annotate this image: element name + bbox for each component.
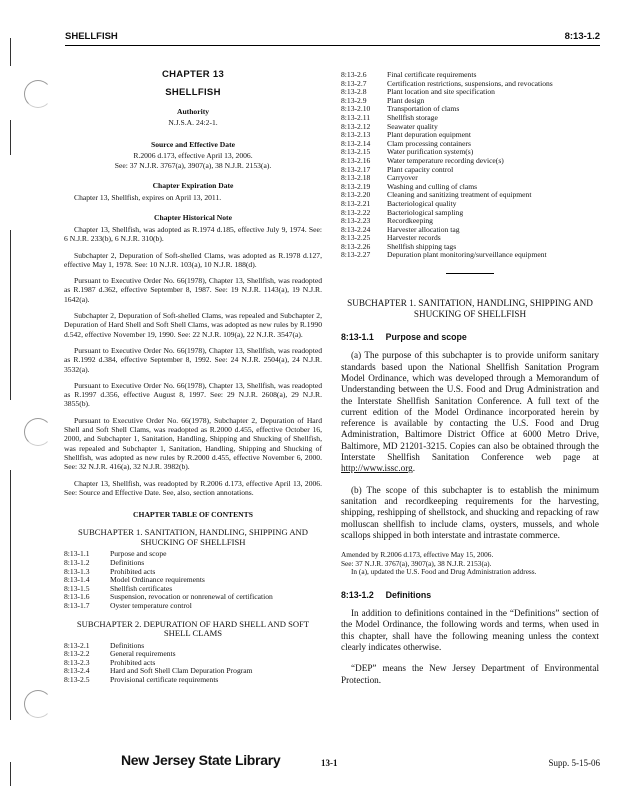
toc-section-number: 8:13-2.15 (341, 147, 371, 157)
toc-entry[interactable] (64, 650, 322, 659)
toc-section-title: Water temperature recording device(s) (387, 155, 504, 165)
toc-section-title: Harvester allocation tag (387, 224, 460, 234)
toc-section-title: Certification restrictions, suspensions, and revocations (387, 78, 553, 88)
subchapter-heading: SUBCHAPTER 1. SANITATION, HANDLING, SHIPPING AND SHUCKING OF SHELLFISH (347, 298, 593, 320)
supplement-date: Supp. 5-15-06 (548, 758, 600, 768)
toc-section-number: 8:13-1.2 (64, 557, 90, 567)
issc-link[interactable]: http://www.issc.org (341, 463, 413, 474)
toc-section-number: 8:13-2.1 (64, 640, 90, 650)
toc-section-title: Bacteriological quality (387, 198, 457, 208)
margin-line (10, 38, 11, 66)
toc-section-title: Plant design (387, 95, 425, 105)
punch-hole (24, 80, 52, 108)
toc-subchapter-1-title: SUBCHAPTER 1. SANITATION, HANDLING, SHIPPING AND SHUCKING OF SHELLFISH (78, 527, 308, 547)
toc-section-number: 8:13-2.11 (341, 112, 371, 122)
toc-section-number: 8:13-2.26 (341, 241, 371, 251)
toc-section-number: 8:13-2.4 (64, 666, 90, 676)
toc-section-number: 8:13-2.6 (341, 70, 367, 79)
toc-section-title: Water purification system(s) (387, 147, 474, 157)
toc-entry[interactable] (341, 251, 599, 260)
toc-section-title: Hard and Soft Shell Clam Depuration Program (110, 666, 253, 676)
toc-section-number: 8:13-2.3 (64, 657, 90, 667)
toc-section-number: 8:13-2.7 (341, 78, 367, 88)
paragraph-text: (a) The purpose of this subchapter is to provide uniform sanitary standards based upon the National Shellfish Sanitation Program Model Ordinance, which was developed through a Memorandum of Understanding between the U.S. Food and Drug Administration and the Interstate Shellfish Sanitation Conference. A full text of the current edition of the Model Ordinance incorporated herein by reference is available by contacting the U.S. Food and Drug Administration, Baltimore District Office at 6000 Metro Drive, Baltimore, MD 21201-3215. Copies can also be obtained through the Interstate Shellfish Sanitation Conference web page at (341, 350, 599, 463)
toc-entry[interactable] (341, 166, 599, 175)
divider-rule (446, 273, 494, 274)
library-logo: New Jersey State Library (121, 752, 281, 768)
source-line: See: 37 N.J.R. 3767(a), 3907(a), 38 N.J.R. 2153(a). (114, 160, 272, 170)
margin-line (10, 762, 11, 786)
history-note: Chapter 13, Shellfish, was readopted by R.2006 d.173, effective April 13, 2006. See: Source and Effective Date. See, also, section annotations. (64, 478, 322, 497)
toc-section-number: 8:13-2.2 (64, 649, 90, 659)
toc-section-title: General requirements (110, 649, 176, 659)
toc-entry[interactable] (64, 559, 322, 568)
history-note: Subchapter 2, Depuration of Soft-shelled Clams, was adopted as R.1978 d.127, effective May 1, 1978. See: 10 N.J.R. 103(a), 10 N.J.R. 188(d). (64, 250, 322, 269)
margin-line (10, 470, 11, 720)
toc-section-title: Definitions (110, 640, 145, 650)
toc-section-number: 8:13-2.20 (341, 190, 371, 200)
toc-entry[interactable] (64, 602, 322, 611)
toc-section-title: Suspension, revocation or nonrenewal of certification (110, 592, 273, 602)
toc-section-title: Cleaning and sanitizing treatment of equipment (387, 190, 532, 200)
running-header (65, 29, 600, 46)
toc-subchapter-1-list (64, 550, 322, 610)
page-footer (65, 752, 600, 776)
left-column (64, 70, 322, 685)
history-note: Pursuant to Executive Order No. 66(1978), Chapter 13, Shellfish, was readopted as R.1987 d.362, effective September 8, 1987. See: 19 N.J.R. 1143(a), 19 N.J.R. 1642(a). (64, 276, 322, 304)
expiration-heading: Chapter Expiration Date (152, 181, 234, 191)
section-paragraph: In addition to definitions contained in the “Definitions” section of the Model Ordinance, the following words and terms, when used in this chapter, shall have the following meaning unless the context clearly indicates otherwise. (341, 608, 599, 653)
toc-section-number: 8:13-2.14 (341, 138, 371, 148)
toc-section-number: 8:13-2.27 (341, 250, 371, 260)
toc-entry[interactable] (341, 105, 599, 114)
toc-section-title: Prohibited acts (110, 566, 156, 576)
toc-section-number: 8:13-2.13 (341, 130, 371, 140)
toc-entry[interactable] (341, 217, 599, 226)
toc-section-number: 8:13-2.10 (341, 104, 371, 114)
toc-entry[interactable] (341, 97, 599, 106)
toc-section-number: 8:13-2.8 (341, 87, 367, 97)
header-section: 8:13-1.2 (564, 31, 600, 42)
toc-entry[interactable] (341, 114, 599, 123)
toc-section-number: 8:13-2.22 (341, 207, 371, 217)
toc-section-title: Shellfish certificates (110, 583, 173, 593)
section-number: 8:13-1.2 (341, 589, 374, 600)
history-heading: Chapter Historical Note (154, 212, 232, 222)
expiration-text: Chapter 13, Shellfish, expires on April 13, 2011. (74, 193, 222, 203)
toc-subchapter-2-list (64, 642, 322, 685)
toc-entry[interactable] (341, 200, 599, 209)
toc-section-title: Final certificate requirements (387, 70, 477, 79)
note-line: Amended by R.2006 d.173, effective May 15, 2006. (341, 550, 494, 560)
toc-section-number: 8:13-2.12 (341, 121, 371, 131)
toc-section-title: Harvester records (387, 233, 441, 243)
toc-section-number: 8:13-1.1 (64, 549, 90, 559)
toc-entry[interactable] (64, 676, 322, 685)
toc-section-title: Plant depuration equipment (387, 130, 471, 140)
history-note: Pursuant to Executive Order No. 66(1978), Chapter 13, Shellfish, was readopted as R.1997 d.356, effective August 8, 1997. See: 29 N.J.R. 2608(a), 29 N.J.R. 3855(b). (64, 380, 322, 409)
toc-section-number: 8:13-2.21 (341, 198, 371, 208)
punch-hole (24, 418, 52, 446)
toc-section-title: Recordkeeping (387, 216, 433, 226)
toc-section-number: 8:13-1.3 (64, 566, 90, 576)
toc-section-number: 8:13-2.24 (341, 224, 371, 234)
margin-line (10, 230, 11, 400)
source-line: R.2006 d.173, effective April 13, 2006. (133, 151, 253, 161)
toc-entry[interactable] (64, 550, 322, 559)
section-number: 8:13-1.1 (341, 332, 374, 343)
history-notes (64, 225, 322, 497)
toc-subchapter-2-title: SUBCHAPTER 2. DEPURATION OF HARD SHELL AND SOFT SHELL CLAMS (76, 618, 310, 639)
toc-section-title: Transportation of clams (387, 104, 460, 114)
section-heading (341, 591, 599, 600)
toc-section-title: Clam processing containers (387, 138, 471, 148)
toc-section-title: Carryover (387, 173, 418, 183)
toc-section-number: 8:13-2.18 (341, 173, 371, 183)
toc-section-number: 8:13-2.16 (341, 155, 371, 165)
toc-section-number: 8:13-1.4 (64, 575, 90, 585)
toc-section-title: Purpose and scope (110, 549, 167, 559)
source-heading: Source and Effective Date (150, 140, 235, 150)
toc-section-number: 8:13-2.19 (341, 181, 371, 191)
header-title: SHELLFISH (65, 31, 118, 42)
toc-section-title: Bacteriological sampling (387, 207, 464, 217)
amendment-note (341, 551, 599, 577)
toc-section-title: Shellfish storage (387, 112, 438, 122)
chapter-number: CHAPTER 13 (161, 69, 225, 80)
toc-section-number: 8:13-2.5 (64, 674, 90, 684)
authority-heading: Authority (176, 106, 210, 116)
section-paragraph: “DEP” means the New Jersey Department of Environmental Protection. (341, 663, 599, 685)
punch-hole (24, 690, 52, 718)
toc-section-title: Prohibited acts (110, 657, 156, 667)
section-title: Purpose and scope (385, 332, 467, 343)
toc-section-title: Depuration plant monitoring/surveillance equipment (387, 250, 547, 260)
toc-section-title: Model Ordinance requirements (110, 575, 205, 585)
toc-section-title: Shellfish shipping tags (387, 241, 457, 251)
toc-heading: CHAPTER TABLE OF CONTENTS (133, 510, 253, 520)
toc-section-title: Provisional certificate requirements (110, 674, 219, 684)
toc-entry[interactable] (341, 191, 599, 200)
toc-section-title: Oyster temperature control (110, 600, 192, 610)
right-column (341, 71, 599, 686)
toc-entry[interactable] (64, 642, 322, 651)
toc-entry[interactable] (341, 157, 599, 166)
history-note: Chapter 13, Shellfish, was adopted as R.1974 d.185, effective July 9, 1974. See: 6 N.J.R. 233(b), 6 N.J.R. 310(b). (64, 224, 322, 244)
toc-section-number: 8:13-1.7 (64, 600, 90, 610)
note-line: In (a), updated the U.S. Food and Drug Administration address. (351, 567, 537, 577)
history-note: Pursuant to Executive Order No. 66(1978), Subchapter 2, Depuration of Hard Shell and Soft Shell Clams, was readopted as R.2000 d.455, effective October 16, 2000, and Subchapter 1, Sanitation, Handling, Shipping and Shucking of Shellfish, was repealed and Subchapter 1, Sanitation, Handling, Shipping and Shucking of Shellfish, was adopted as new rules by R.2000 d.455, effective November 6, 2000. See: 32 N.J.R. 416(a), 32 N.J.R. 3982(b). (64, 415, 322, 472)
toc-entry[interactable] (64, 593, 322, 602)
section-heading (341, 333, 599, 342)
page-number: 13-1 (321, 758, 338, 768)
toc-entry[interactable] (341, 88, 599, 97)
toc-section-title: Plant capacity control (387, 164, 454, 174)
note-line: See: 37 N.J.R. 3767(a), 3907(a), 38 N.J.R. 2153(a). (341, 558, 492, 568)
history-note: Pursuant to Executive Order No. 66(1978), Chapter 13, Shellfish, was readopted as R.1992 d.384, effective September 8, 1992. See: 24 N.J.R. 2504(a), 24 N.J.R. 3532(a). (64, 345, 322, 374)
toc-subchapter-2-list-continued (341, 71, 599, 260)
toc-section-number: 8:13-2.17 (341, 164, 371, 174)
toc-section-number: 8:13-1.6 (64, 592, 90, 602)
toc-section-number: 8:13-2.23 (341, 216, 371, 226)
toc-entry[interactable] (341, 209, 599, 218)
toc-section-title: Seawater quality (387, 121, 438, 131)
toc-entry[interactable] (341, 226, 599, 235)
toc-section-number: 8:13-1.5 (64, 583, 90, 593)
toc-section-number: 8:13-2.9 (341, 95, 367, 105)
toc-entry[interactable] (341, 234, 599, 243)
toc-section-title: Plant location and site specification (387, 87, 495, 97)
chapter-title: SHELLFISH (165, 87, 221, 99)
section-title: Definitions (385, 589, 432, 600)
toc-section-number: 8:13-2.25 (341, 233, 371, 243)
toc-section-title: Definitions (110, 557, 145, 567)
section-paragraph: (b) The scope of this subchapter is to establish the minimum sanitation and recordkeeping requirements for the harvesting, shipping, reshipping of shellstock, and shucking and repacking of raw molluscan shellfish to include clams, oysters, mussels, and whole scallops shipped in both interstate and intrastate commerce. (341, 484, 599, 540)
section-paragraph: (a) The purpose of this subchapter is to provide uniform sanitary standards based upon the National Shellfish Sanitation Program Model Ordinance, which was developed through a Memorandum of Understanding between the U.S. Food and Drug Administration and the Interstate Shellfish Sanitation Conference. A full text of the current edition of the Model Ordinance incorporated herein by reference is available by contacting the U.S. Food and Drug Administration, Baltimore District Office at 6000 Metro Drive, Baltimore, MD 21201-3215. Copies can also be obtained through the Interstate Shellfish Sanitation Conference web page at http://www.issc.org. (341, 350, 599, 474)
toc-section-title: Washing and culling of clams (387, 181, 478, 191)
history-note: Subchapter 2, Depuration of Soft-shelled Clams, was repealed and Subchapter 2, Depuration of Hard Shell and Soft Shell Clams, was adopted as new rules by R.1990 d.542, effective November 19, 1990. See: 22 N.J.R. 109(a), 22 N.J.R. 3547(a). (64, 311, 322, 339)
authority-text: N.J.S.A. 24:2-1. (168, 117, 218, 127)
margin-line (10, 120, 11, 155)
toc-entry[interactable] (64, 576, 322, 585)
